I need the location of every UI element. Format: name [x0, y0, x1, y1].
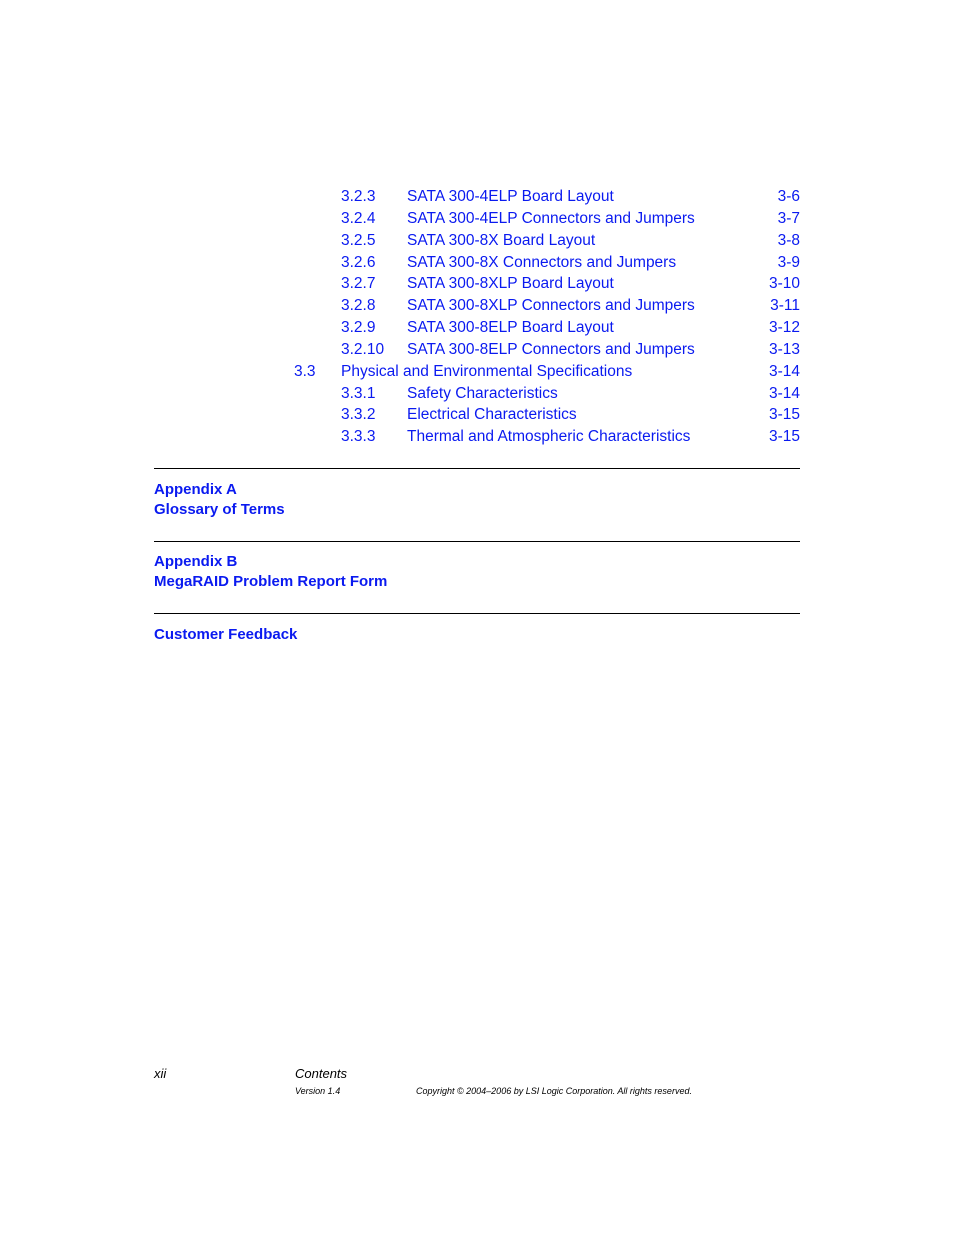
toc-entry-page: 3-7	[777, 210, 800, 227]
toc-entry-number: 3.3	[294, 363, 316, 380]
appendix-b-title: MegaRAID Problem Report Form	[154, 573, 388, 590]
toc-entry-number: 3.2.4	[341, 210, 376, 227]
customer-feedback-link[interactable]	[154, 625, 297, 645]
toc-entry-title: SATA 300-8ELP Connectors and Jumpers	[407, 341, 695, 358]
toc-entry-page: 3-12	[768, 319, 800, 336]
toc-entry[interactable]	[341, 339, 800, 361]
toc-entry-title: SATA 300-8XLP Connectors and Jumpers	[407, 297, 695, 314]
toc-entry-page: 3-6	[777, 188, 800, 205]
appendix-a-title: Glossary of Terms	[154, 501, 285, 518]
toc-entry-title: Thermal and Atmospheric Characteristics	[407, 428, 691, 445]
toc-entry-section[interactable]	[294, 361, 800, 383]
toc-entry-number: 3.2.5	[341, 232, 376, 249]
toc-entry-page: 3-11	[770, 297, 800, 314]
divider	[154, 613, 800, 614]
toc-entry-number: 3.2.7	[341, 275, 376, 292]
divider	[154, 541, 800, 542]
toc-entry[interactable]	[341, 208, 800, 230]
toc-entry-number: 3.3.2	[341, 406, 376, 423]
toc-entry-title: Physical and Environmental Specifications	[341, 363, 633, 380]
toc-entry-title: SATA 300-4ELP Connectors and Jumpers	[407, 210, 695, 227]
toc-entry[interactable]	[341, 383, 800, 405]
toc-entry-title: SATA 300-4ELP Board Layout	[407, 188, 614, 205]
toc-entry[interactable]	[341, 252, 800, 274]
appendix-a-link[interactable]	[154, 480, 285, 520]
toc-entry-number: 3.3.3	[341, 428, 376, 445]
toc-entry[interactable]	[341, 273, 800, 295]
toc-entry-title: SATA 300-8X Connectors and Jumpers	[407, 254, 677, 271]
toc-entry-page: 3-14	[768, 385, 800, 402]
toc-entry-page: 3-9	[777, 254, 800, 271]
toc-entry-number: 3.2.6	[341, 254, 376, 271]
appendix-a-label: Appendix A	[154, 481, 237, 498]
toc-entry-number: 3.2.8	[341, 297, 376, 314]
appendix-b-label: Appendix B	[154, 553, 238, 570]
footer-copyright: Copyright © 2004–2006 by LSI Logic Corporation. All rights reserved.	[416, 1086, 692, 1096]
toc-entry[interactable]	[341, 317, 800, 339]
toc-entry[interactable]	[341, 404, 800, 426]
toc-entry-page: 3-8	[777, 232, 800, 249]
footer-section-title: Contents	[295, 1066, 348, 1081]
divider	[154, 468, 800, 469]
toc-entry-number: 3.2.9	[341, 319, 376, 336]
toc-entry-title: Safety Characteristics	[407, 385, 558, 402]
toc-entry[interactable]	[341, 295, 800, 317]
toc-entry-title: SATA 300-8ELP Board Layout	[407, 319, 614, 336]
toc-entry[interactable]	[341, 230, 800, 252]
toc-entry-title: SATA 300-8X Board Layout	[407, 232, 596, 249]
toc-entry-title: SATA 300-8XLP Board Layout	[407, 275, 614, 292]
toc-entry-page: 3-15	[768, 406, 800, 423]
toc-entry-number: 3.2.3	[341, 188, 376, 205]
footer-version: Version 1.4	[295, 1086, 341, 1096]
footer-page-number: xii	[154, 1066, 167, 1081]
toc-entry-page: 3-10	[768, 275, 800, 292]
toc-entry[interactable]	[341, 186, 800, 208]
toc-entry-title: Electrical Characteristics	[407, 406, 577, 423]
toc-entry-page: 3-15	[768, 428, 800, 445]
toc-entry-number: 3.2.10	[341, 341, 385, 358]
customer-feedback-label: Customer Feedback	[154, 626, 298, 643]
toc-entry[interactable]	[341, 426, 800, 448]
toc-entry-page: 3-13	[768, 341, 800, 358]
toc-entry-page: 3-14	[768, 363, 800, 380]
appendix-b-link[interactable]	[154, 552, 387, 592]
toc-entry-number: 3.3.1	[341, 385, 376, 402]
